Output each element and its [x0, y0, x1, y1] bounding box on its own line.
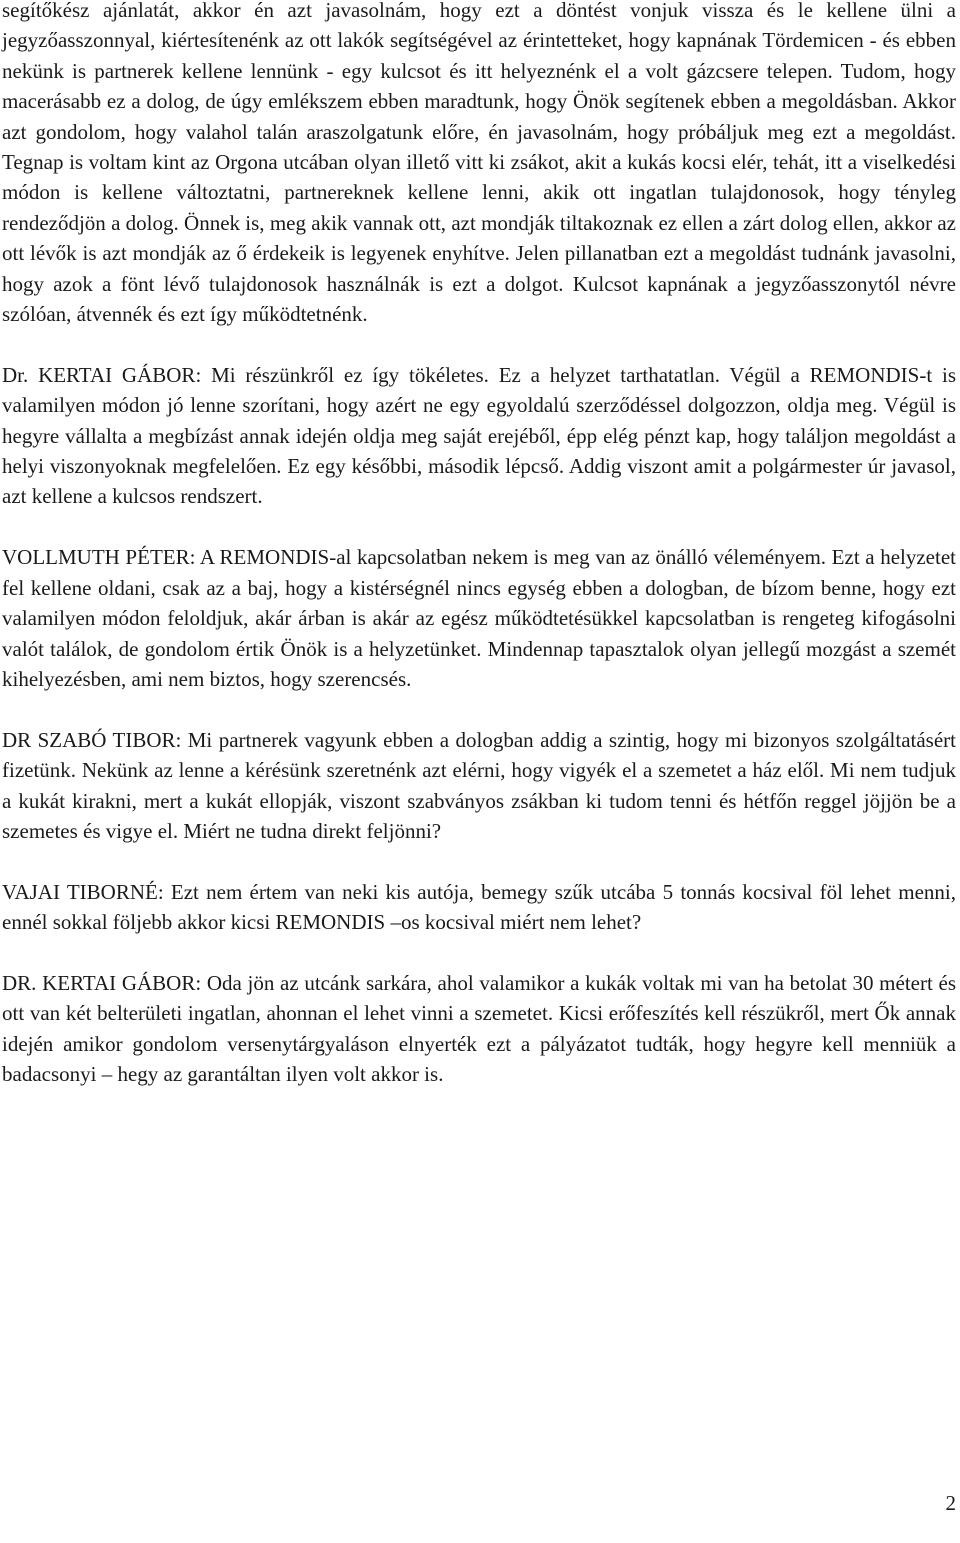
paragraph-4: DR SZABÓ TIBOR: Mi partnerek vagyunk ebben a dologban addig a szintig, hogy mi bizonyos szolgáltatásért fizetünk. Nekünk az lenne a kérésünk szeretnénk azt elérni, hogy vigyék el a szemetet a ház elől. Mi nem tudjuk a kukát kirakni, mert a kukát ellopják, viszont szabványos zsákban ki tudom tenni és hétfőn reggel jöjjön be a szemetes és vigye el. Miért ne tudna direkt feljönni?: [2, 727, 956, 843]
paragraph-5: VAJAI TIBORNÉ: Ezt nem értem van neki kis autója, bemegy szűk utcába 5 tonnás kocsival föl lehet menni, ennél sokkal följebb akkor kicsi REMONDIS –os kocsival miért nem lehet?: [2, 879, 956, 935]
document-body: [2, 0, 956, 1120]
paragraph-6: DR. KERTAI GÁBOR: Oda jön az utcánk sarkára, ahol valamikor a kukák voltak mi van ha betolat 30 métert és ott van két belterületi ingatlan, ahonnan el lehet vinni a szemetet. Kicsi erőfeszítés kell részükről, mert Ők annak idején amikor gondolom versenytárgyaláson elnyerték ezt a pályázatot tudták, hogy hegyre kell menniük a badacsonyi – hegy az garantáltan ilyen volt akkor is.: [2, 970, 956, 1087]
paragraph-1: segítőkész ajánlatát, akkor én azt javasolnám, hogy ezt a döntést vonjuk vissza és le kellene ülni a jegyzőasszonnyal, kiértesítenénk az ott lakók segítségével az érintetteket, hogy kapnának Tördemicen - és ebben nekünk is partnerek kellene lennünk - egy kulcsot és itt helyeznénk el a volt gázcsere telepen. Tudom, hogy macerásabb ez a dolog, de úgy emlékszem ebben maradtunk, hogy Önök segítenek ebben a megoldásban. Akkor azt gondolom, hogy valahol talán araszolgatunk előre, én javasolnám, hogy próbáljuk meg ezt a megoldást. Tegnap is voltam kint az Orgona utcában olyan illető vitt ki zsákot, akit a kukás kocsi elér, tehát, itt a viselkedési módon is kellene változtatni, partnereknek kellene lenni, akik ott ingatlan tulajdonosok, hogy tényleg rendeződjön a dolog. Önnek is, meg akik vannak ott, azt mondják tiltakoznak ez ellen a zárt dolog ellen, akkor az ott lévők is azt mondják az ő érdekeik is legyenek enyhítve. Jelen pillanatban ezt a megoldást tudnánk javasolni, hogy azok a fönt lévő tulajdonosok használnák is ezt a dolgot. Kulcsot kapnának a jegyzőasszonytól névre szólóan, átvennék és ezt így működtetnénk.: [2, 0, 956, 327]
paragraph-3: VOLLMUTH PÉTER: A REMONDIS-al kapcsolatban nekem is meg van az önálló véleményem. Ezt a helyzetet fel kellene oldani, csak az a baj, hogy a kistérségnél nincs egység ebben a dologban, de bízom benne, hogy ezt valamilyen módon feloldjuk, akár árban is akár az egész működtetésükkel kapcsolatban is rengeteg kifogásolni valót találok, de gondolom értik Önök is a helyzetünket. Mindennap tapasztalok olyan jellegű mozgást a szemét kihelyezésben, ami nem biztos, hogy szerencsés.: [2, 545, 956, 691]
page-number: 2: [945, 1491, 956, 1515]
paragraph-2: Dr. KERTAI GÁBOR: Mi részünkről ez így tökéletes. Ez a helyzet tarthatatlan. Végül a REMONDIS-t is valamilyen módon jó lenne szorítani, hogy azért ne egy egyoldalú szerződéssel dolgozzon, oldja meg. Végül is hegyre vállalta a megbízást annak idején oldja meg saját erejéből, épp elég pénzt kap, hogy találjon megoldást a helyi viszonyoknak megfelelően. Ez egy későbbi, második lépcső. Addig viszont amit a polgármester úr javasol, azt kellene a kulcsos rendszert.: [2, 362, 956, 509]
